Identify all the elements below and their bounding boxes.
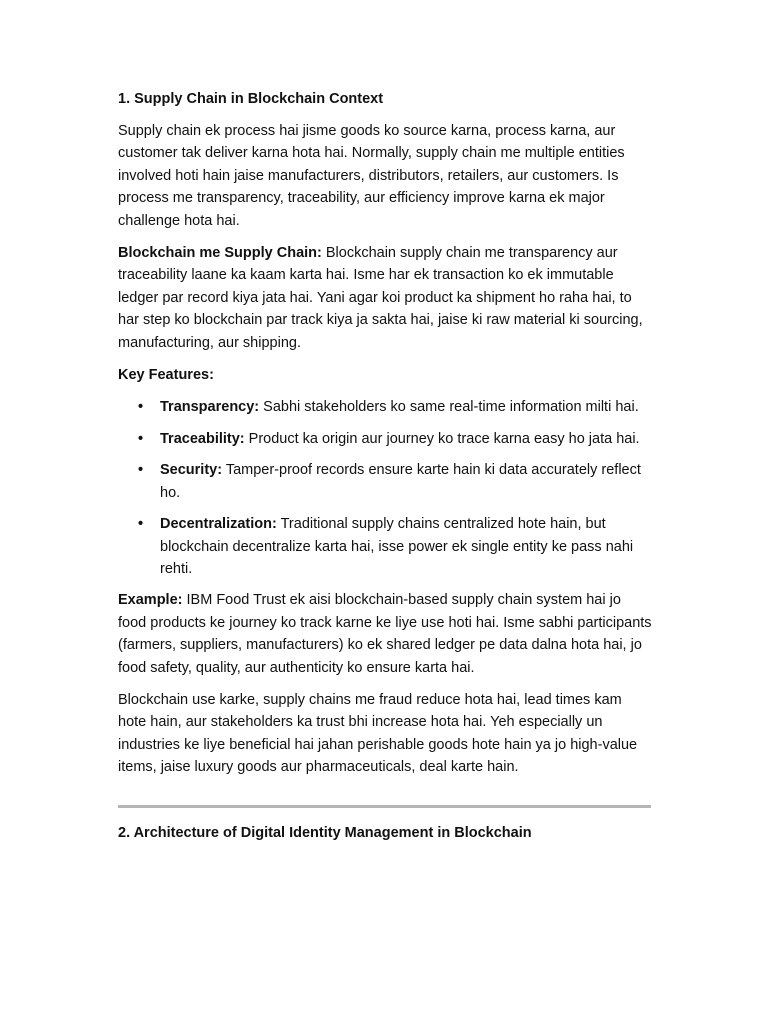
feature-label: Security: (160, 462, 223, 479)
feature-label: Traceability: (160, 430, 245, 447)
bullet-icon: • (138, 462, 144, 479)
feature-text: Traditional supply chains centralized hote hain, but blockchain decentralize karta hai, isse power ek single entity ke pass nahi rehti. (160, 516, 634, 577)
horizontal-divider (118, 805, 651, 808)
document-page (118, 88, 652, 844)
bullet-icon: • (138, 399, 144, 416)
bullet-icon: • (138, 430, 144, 447)
list-item (118, 513, 652, 580)
list-item (118, 459, 652, 504)
feature-text: Sabhi stakeholders ko same real-time information milti hai. (259, 399, 639, 416)
feature-text: Product ka origin aur journey ko trace karna easy ho jata hai. (244, 430, 640, 447)
list-item (118, 428, 652, 450)
example-paragraph (118, 589, 652, 679)
blockchain-supply-chain-label: Blockchain me Supply Chain: (118, 245, 322, 262)
key-features-heading: Key Features: (118, 367, 214, 384)
feature-label: Transparency: (160, 399, 260, 416)
list-item (118, 396, 652, 418)
feature-label: Decentralization: (160, 516, 277, 533)
blockchain-supply-chain-text: Blockchain supply chain me transparency aur traceability laane ka kaam karta hai. Isme har ek transaction ko ek immutable ledger par record kiya jata hai. Yani agar koi product ka shipment ho raha hai, to har step ko blockchain par track kiya ja sakta hai, jaise ki raw material ki sourcing, manufacturing, aur shipping. (118, 245, 643, 351)
closing-paragraph: Blockchain use karke, supply chains me fraud reduce hota hai, lead times kam hote hain, aur stakeholders ka trust bhi increase hota hai. Yeh especially un industries ke liye beneficial hai jahan perishable goods hote hain ya jo high-value items, jaise luxury goods aur pharmaceuticals, deal karte hain. (118, 691, 638, 776)
section-1-intro: Supply chain ek process hai jisme goods ko source karna, process karna, aur customer tak deliver karna hota hai. Normally, supply chain me multiple entities involved hoti hain jaise manufacturers, distributors, retailers, aur customers. Is process me transparency, traceability, aur efficiency improve karna ek major challenge hota hai. (118, 123, 625, 229)
feature-text: Tamper-proof records ensure karte hain ki data accurately reflect ho. (160, 462, 641, 501)
bullet-icon: • (138, 516, 144, 533)
section-1-title: 1. Supply Chain in Blockchain Context (118, 91, 384, 107)
key-features-list (118, 396, 652, 580)
blockchain-supply-chain-paragraph (118, 242, 652, 354)
example-label: Example: (118, 592, 183, 609)
example-text: IBM Food Trust ek aisi blockchain-based supply chain system hai jo food products ke journey ko track karne ke liye use hoti hai. Isme sabhi participants (farmers, suppliers, manufacturers) ko ek shared ledger pe data dalna hota hai, jo food safety, quality, aur authenticity ko ensure karta hai. (118, 592, 652, 676)
section-2-title: 2. Architecture of Digital Identity Management in Blockchain (118, 824, 532, 841)
